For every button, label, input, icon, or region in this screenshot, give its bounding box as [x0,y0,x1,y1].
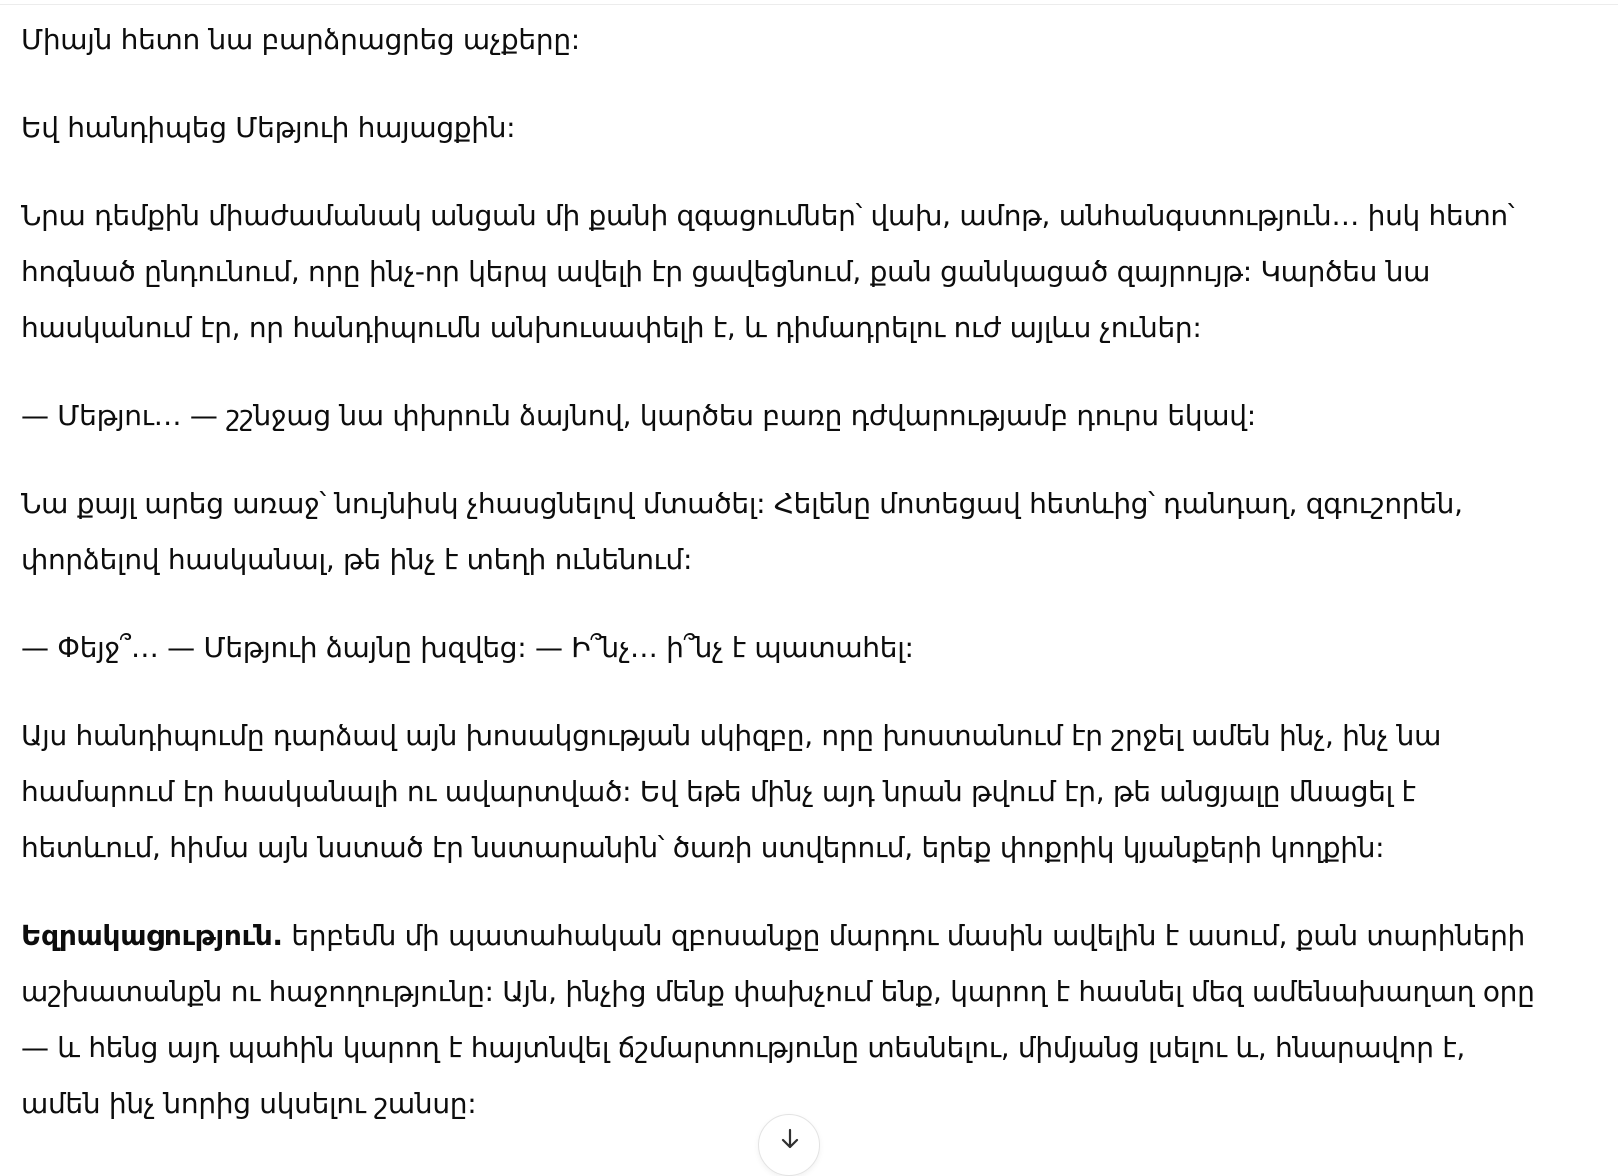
paragraph-5 [21,476,1541,588]
paragraph-text: Եվ հանդիպեց Մեթյուի հայացքին: [21,111,516,144]
paragraph-text: երբեմն մի պատահական զբոսանքը մարդու մասին ավելին է ասում, քան տարիների աշխատանքն ու հաջողությունը: Այն, ինչից մենք փախչում ենք, կարող է հասնել մեզ ամենախաղաղ օրը — և հենց այդ պահին կարող է հայտնվել ճշմարտությունը տեսնելու, միմյանց լսելու և, հնարավոր է, ամեն ինչ նորից սկսելու շանսը: [21,919,1535,1120]
paragraph-text: — Փեյջ՞… — Մեթյուի ձայնը խզվեց: — Ի՞նչ… ի՞նչ է պատահել: [21,631,914,664]
conclusion-label: Եզրակացություն. [21,919,283,952]
paragraph-3 [21,188,1541,356]
scroll-to-bottom-button[interactable] [758,1114,820,1176]
paragraph-text: Նա քայլ արեց առաջ՝ նույնիսկ չհասցնելով մտածել: Հելենը մոտեցավ հետևից՝ դանդաղ, զգուշորեն, փորձելով հասկանալ, թե ինչ է տեղի ունենում: [21,487,1463,576]
top-divider [0,4,1618,5]
paragraph-7 [21,708,1541,876]
paragraph-text: Նրա դեմքին միաժամանակ անցան մի քանի զգացումներ՝ վախ, ամոթ, անհանգստություն… իսկ հետո՝ հոգնած ընդունում, որը ինչ-որ կերպ ավելի էր ցավեցնում, քան ցանկացած զայրույթ: Կարծես նա հասկանում էր, որ հանդիպումն անխուսափելի է, և դիմադրելու ուժ այլևս չուներ: [21,199,1515,344]
paragraph-4 [21,388,1541,444]
paragraph-6 [21,620,1541,676]
paragraph-2 [21,100,1541,156]
paragraph-conclusion [21,908,1541,1132]
paragraph-text: Միայն հետո նա բարձրացրեց աչքերը: [21,23,580,56]
paragraph-text: — Մեթյու… — շշնջաց նա փխրուն ձայնով, կարծես բառը դժվարությամբ դուրս եկավ: [21,399,1256,432]
paragraph-1 [21,12,1541,68]
paragraph-text: Այս հանդիպումը դարձավ այն խոսակցության սկիզբը, որը խոստանում էր շրջել ամեն ինչ, ինչ նա համարում էր հասկանալի ու ավարտված: Եվ եթե մինչ այդ նրան թվում էր, թե անցյալը մնացել է հետևում, հիմա այն նստած էր նստարանին՝ ծառի ստվերում, երեք փոքրիկ կյանքերի կողքին: [21,719,1442,864]
assistant-message [21,12,1541,1164]
arrow-down-icon [778,1127,802,1151]
